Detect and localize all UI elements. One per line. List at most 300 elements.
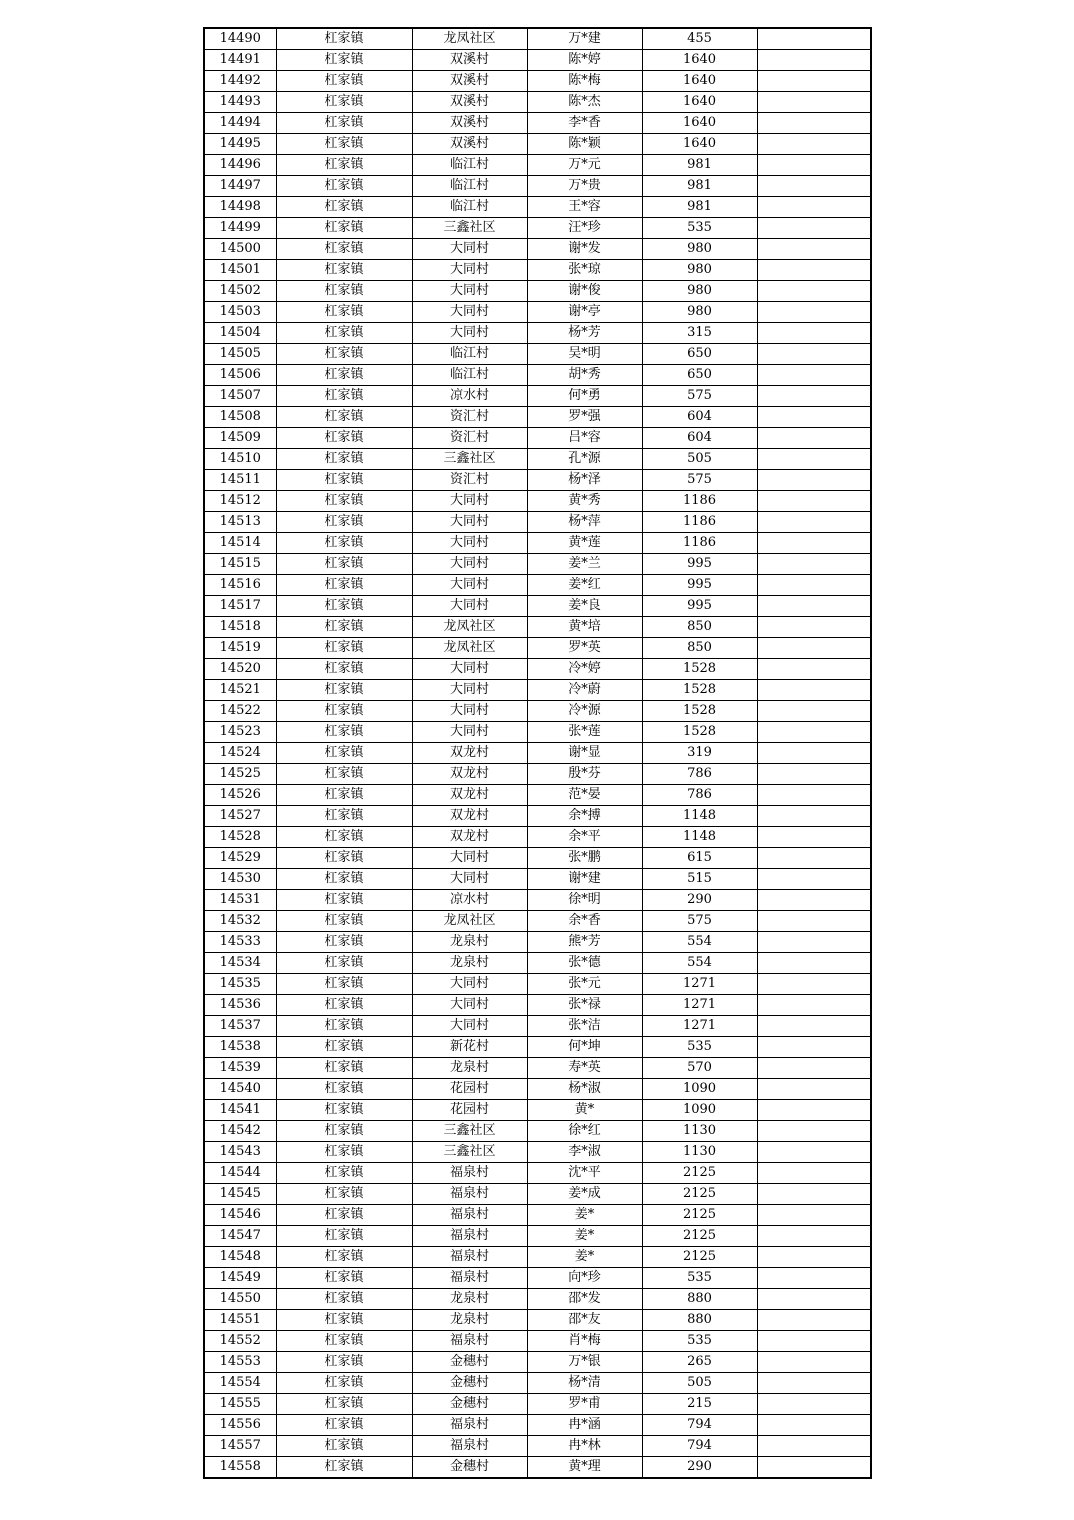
cell-serial-number: 14518: [204, 617, 276, 638]
cell-name: 余*搏: [527, 806, 642, 827]
cell-amount: 1528: [642, 659, 757, 680]
cell-village: 金穗村: [412, 1457, 527, 1479]
table-row: [204, 50, 871, 71]
cell-town: 杠家镇: [276, 848, 412, 869]
cell-serial-number: 14553: [204, 1352, 276, 1373]
cell-town: 杠家镇: [276, 701, 412, 722]
cell-serial-number: 14555: [204, 1394, 276, 1415]
cell-name: 孔*源: [527, 449, 642, 470]
table-row: [204, 1394, 871, 1415]
cell-remark: [757, 1373, 871, 1394]
cell-village: 大同村: [412, 596, 527, 617]
cell-village: 三鑫社区: [412, 218, 527, 239]
cell-serial-number: 14541: [204, 1100, 276, 1121]
cell-village: 龙泉村: [412, 1310, 527, 1331]
cell-name: 余*平: [527, 827, 642, 848]
cell-serial-number: 14534: [204, 953, 276, 974]
cell-town: 杠家镇: [276, 1100, 412, 1121]
cell-serial-number: 14513: [204, 512, 276, 533]
cell-amount: 1186: [642, 533, 757, 554]
cell-town: 杠家镇: [276, 1331, 412, 1352]
data-table: [203, 27, 872, 1479]
cell-amount: 1528: [642, 722, 757, 743]
cell-amount: 981: [642, 176, 757, 197]
cell-town: 杠家镇: [276, 911, 412, 932]
cell-town: 杠家镇: [276, 1142, 412, 1163]
cell-village: 大同村: [412, 995, 527, 1016]
cell-village: 福泉村: [412, 1163, 527, 1184]
cell-village: 金穗村: [412, 1352, 527, 1373]
cell-name: 罗*强: [527, 407, 642, 428]
cell-town: 杠家镇: [276, 995, 412, 1016]
cell-serial-number: 14526: [204, 785, 276, 806]
cell-town: 杠家镇: [276, 239, 412, 260]
cell-amount: 786: [642, 785, 757, 806]
cell-serial-number: 14540: [204, 1079, 276, 1100]
cell-town: 杠家镇: [276, 1415, 412, 1436]
cell-amount: 981: [642, 197, 757, 218]
cell-amount: 1130: [642, 1142, 757, 1163]
cell-name: 冷*婷: [527, 659, 642, 680]
cell-remark: [757, 890, 871, 911]
table-row: [204, 239, 871, 260]
cell-town: 杠家镇: [276, 1226, 412, 1247]
cell-remark: [757, 28, 871, 50]
table-row: [204, 365, 871, 386]
cell-serial-number: 14492: [204, 71, 276, 92]
table-row: [204, 1331, 871, 1352]
cell-serial-number: 14521: [204, 680, 276, 701]
cell-serial-number: 14527: [204, 806, 276, 827]
table-row: [204, 1037, 871, 1058]
cell-village: 双龙村: [412, 743, 527, 764]
table-row: [204, 344, 871, 365]
cell-name: 邵*发: [527, 1289, 642, 1310]
cell-serial-number: 14500: [204, 239, 276, 260]
cell-remark: [757, 1142, 871, 1163]
cell-serial-number: 14528: [204, 827, 276, 848]
table-row: [204, 1373, 871, 1394]
table-row: [204, 638, 871, 659]
cell-village: 大同村: [412, 701, 527, 722]
cell-town: 杠家镇: [276, 974, 412, 995]
cell-amount: 981: [642, 155, 757, 176]
cell-remark: [757, 1289, 871, 1310]
cell-serial-number: 14549: [204, 1268, 276, 1289]
cell-amount: 1130: [642, 1121, 757, 1142]
cell-remark: [757, 953, 871, 974]
cell-name: 万*银: [527, 1352, 642, 1373]
cell-name: 张*莲: [527, 722, 642, 743]
cell-village: 双龙村: [412, 827, 527, 848]
cell-amount: 1528: [642, 701, 757, 722]
table-row: [204, 260, 871, 281]
cell-remark: [757, 176, 871, 197]
cell-serial-number: 14547: [204, 1226, 276, 1247]
cell-remark: [757, 764, 871, 785]
cell-remark: [757, 302, 871, 323]
cell-village: 龙泉村: [412, 932, 527, 953]
cell-remark: [757, 785, 871, 806]
cell-name: 沈*平: [527, 1163, 642, 1184]
table-row: [204, 974, 871, 995]
cell-name: 杨*芳: [527, 323, 642, 344]
cell-amount: 265: [642, 1352, 757, 1373]
table-body: [204, 28, 871, 1478]
table-row: [204, 722, 871, 743]
cell-village: 临江村: [412, 197, 527, 218]
cell-name: 徐*明: [527, 890, 642, 911]
cell-village: 金穗村: [412, 1394, 527, 1415]
table-row: [204, 1184, 871, 1205]
table-row: [204, 806, 871, 827]
cell-amount: 1640: [642, 71, 757, 92]
cell-serial-number: 14517: [204, 596, 276, 617]
cell-serial-number: 14520: [204, 659, 276, 680]
cell-town: 杠家镇: [276, 1373, 412, 1394]
cell-town: 杠家镇: [276, 680, 412, 701]
table-row: [204, 848, 871, 869]
cell-village: 大同村: [412, 869, 527, 890]
cell-remark: [757, 848, 871, 869]
cell-village: 大同村: [412, 722, 527, 743]
table-row: [204, 386, 871, 407]
cell-amount: 1090: [642, 1079, 757, 1100]
cell-name: 黄*秀: [527, 491, 642, 512]
cell-town: 杠家镇: [276, 1247, 412, 1268]
cell-remark: [757, 323, 871, 344]
cell-serial-number: 14511: [204, 470, 276, 491]
cell-amount: 1186: [642, 491, 757, 512]
cell-name: 姜*成: [527, 1184, 642, 1205]
cell-town: 杠家镇: [276, 449, 412, 470]
cell-remark: [757, 806, 871, 827]
cell-remark: [757, 155, 871, 176]
cell-remark: [757, 260, 871, 281]
cell-town: 杠家镇: [276, 134, 412, 155]
cell-town: 杠家镇: [276, 617, 412, 638]
cell-town: 杠家镇: [276, 218, 412, 239]
table-row: [204, 617, 871, 638]
cell-serial-number: 14530: [204, 869, 276, 890]
cell-amount: 290: [642, 890, 757, 911]
cell-remark: [757, 1247, 871, 1268]
cell-amount: 315: [642, 323, 757, 344]
cell-amount: 995: [642, 575, 757, 596]
cell-village: 福泉村: [412, 1268, 527, 1289]
cell-name: 范*晏: [527, 785, 642, 806]
cell-remark: [757, 512, 871, 533]
cell-village: 龙凤社区: [412, 911, 527, 932]
cell-village: 金穗村: [412, 1373, 527, 1394]
cell-remark: [757, 722, 871, 743]
cell-serial-number: 14546: [204, 1205, 276, 1226]
cell-village: 资汇村: [412, 428, 527, 449]
cell-serial-number: 14551: [204, 1310, 276, 1331]
cell-village: 大同村: [412, 533, 527, 554]
cell-remark: [757, 659, 871, 680]
cell-serial-number: 14509: [204, 428, 276, 449]
cell-remark: [757, 1415, 871, 1436]
cell-town: 杠家镇: [276, 1205, 412, 1226]
cell-amount: 505: [642, 449, 757, 470]
cell-name: 邵*友: [527, 1310, 642, 1331]
cell-name: 姜*红: [527, 575, 642, 596]
cell-village: 福泉村: [412, 1415, 527, 1436]
cell-village: 龙泉村: [412, 1058, 527, 1079]
cell-town: 杠家镇: [276, 722, 412, 743]
cell-remark: [757, 911, 871, 932]
cell-village: 福泉村: [412, 1436, 527, 1457]
cell-amount: 1148: [642, 827, 757, 848]
cell-amount: 319: [642, 743, 757, 764]
table-row: [204, 512, 871, 533]
cell-serial-number: 14543: [204, 1142, 276, 1163]
cell-village: 大同村: [412, 659, 527, 680]
cell-name: 向*珍: [527, 1268, 642, 1289]
cell-town: 杠家镇: [276, 1163, 412, 1184]
cell-remark: [757, 1436, 871, 1457]
table-row: [204, 869, 871, 890]
cell-town: 杠家镇: [276, 365, 412, 386]
cell-town: 杠家镇: [276, 92, 412, 113]
cell-village: 大同村: [412, 512, 527, 533]
cell-remark: [757, 1100, 871, 1121]
cell-village: 大同村: [412, 974, 527, 995]
table-row: [204, 890, 871, 911]
cell-serial-number: 14505: [204, 344, 276, 365]
cell-name: 姜*: [527, 1226, 642, 1247]
cell-name: 谢*发: [527, 239, 642, 260]
cell-name: 张*禄: [527, 995, 642, 1016]
table-row: [204, 1142, 871, 1163]
cell-town: 杠家镇: [276, 491, 412, 512]
cell-town: 杠家镇: [276, 890, 412, 911]
cell-town: 杠家镇: [276, 1352, 412, 1373]
cell-name: 陈*梅: [527, 71, 642, 92]
cell-amount: 1271: [642, 1016, 757, 1037]
cell-name: 胡*秀: [527, 365, 642, 386]
cell-remark: [757, 1016, 871, 1037]
cell-village: 三鑫社区: [412, 449, 527, 470]
cell-name: 万*贵: [527, 176, 642, 197]
cell-serial-number: 14533: [204, 932, 276, 953]
cell-serial-number: 14501: [204, 260, 276, 281]
cell-remark: [757, 491, 871, 512]
cell-remark: [757, 575, 871, 596]
cell-remark: [757, 1226, 871, 1247]
cell-remark: [757, 1121, 871, 1142]
cell-name: 杨*清: [527, 1373, 642, 1394]
cell-amount: 880: [642, 1289, 757, 1310]
cell-amount: 2125: [642, 1184, 757, 1205]
cell-name: 何*坤: [527, 1037, 642, 1058]
cell-name: 万*元: [527, 155, 642, 176]
cell-town: 杠家镇: [276, 575, 412, 596]
cell-serial-number: 14510: [204, 449, 276, 470]
cell-serial-number: 14536: [204, 995, 276, 1016]
cell-remark: [757, 596, 871, 617]
table-row: [204, 1079, 871, 1100]
cell-remark: [757, 365, 871, 386]
cell-name: 张*鹏: [527, 848, 642, 869]
cell-serial-number: 14497: [204, 176, 276, 197]
cell-town: 杠家镇: [276, 1310, 412, 1331]
cell-village: 临江村: [412, 176, 527, 197]
cell-village: 资汇村: [412, 407, 527, 428]
table-row: [204, 1352, 871, 1373]
cell-serial-number: 14550: [204, 1289, 276, 1310]
cell-remark: [757, 92, 871, 113]
cell-name: 冷*源: [527, 701, 642, 722]
cell-name: 余*香: [527, 911, 642, 932]
cell-amount: 980: [642, 260, 757, 281]
cell-village: 双龙村: [412, 764, 527, 785]
cell-town: 杠家镇: [276, 155, 412, 176]
cell-town: 杠家镇: [276, 785, 412, 806]
cell-town: 杠家镇: [276, 1457, 412, 1479]
cell-name: 谢*俊: [527, 281, 642, 302]
cell-town: 杠家镇: [276, 323, 412, 344]
cell-serial-number: 14503: [204, 302, 276, 323]
cell-town: 杠家镇: [276, 1121, 412, 1142]
cell-name: 黄*莲: [527, 533, 642, 554]
cell-amount: 794: [642, 1436, 757, 1457]
cell-remark: [757, 407, 871, 428]
table-row: [204, 764, 871, 785]
cell-town: 杠家镇: [276, 1079, 412, 1100]
cell-town: 杠家镇: [276, 407, 412, 428]
cell-serial-number: 14542: [204, 1121, 276, 1142]
cell-town: 杠家镇: [276, 470, 412, 491]
cell-remark: [757, 50, 871, 71]
cell-village: 凉水村: [412, 890, 527, 911]
table-row: [204, 1457, 871, 1479]
cell-name: 李*香: [527, 113, 642, 134]
cell-remark: [757, 533, 871, 554]
cell-name: 吴*明: [527, 344, 642, 365]
cell-town: 杠家镇: [276, 71, 412, 92]
cell-village: 大同村: [412, 1016, 527, 1037]
cell-name: 张*德: [527, 953, 642, 974]
cell-village: 福泉村: [412, 1247, 527, 1268]
cell-amount: 215: [642, 1394, 757, 1415]
table-row: [204, 554, 871, 575]
table-row: [204, 785, 871, 806]
cell-amount: 1640: [642, 134, 757, 155]
cell-name: 姜*: [527, 1205, 642, 1226]
cell-village: 双龙村: [412, 806, 527, 827]
cell-amount: 1528: [642, 680, 757, 701]
cell-village: 凉水村: [412, 386, 527, 407]
cell-name: 汪*珍: [527, 218, 642, 239]
table-row: [204, 533, 871, 554]
cell-village: 福泉村: [412, 1331, 527, 1352]
cell-name: 姜*兰: [527, 554, 642, 575]
cell-remark: [757, 1079, 871, 1100]
table-row: [204, 995, 871, 1016]
cell-amount: 604: [642, 428, 757, 449]
cell-amount: 995: [642, 596, 757, 617]
cell-serial-number: 14498: [204, 197, 276, 218]
cell-amount: 1148: [642, 806, 757, 827]
cell-village: 福泉村: [412, 1205, 527, 1226]
cell-name: 姜*良: [527, 596, 642, 617]
cell-town: 杠家镇: [276, 1268, 412, 1289]
cell-amount: 995: [642, 554, 757, 575]
cell-amount: 515: [642, 869, 757, 890]
cell-name: 张*洁: [527, 1016, 642, 1037]
cell-town: 杠家镇: [276, 1037, 412, 1058]
cell-amount: 2125: [642, 1247, 757, 1268]
cell-serial-number: 14502: [204, 281, 276, 302]
cell-serial-number: 14557: [204, 1436, 276, 1457]
cell-name: 黄*理: [527, 1457, 642, 1479]
table-row: [204, 449, 871, 470]
cell-serial-number: 14516: [204, 575, 276, 596]
cell-serial-number: 14508: [204, 407, 276, 428]
table-row: [204, 1226, 871, 1247]
table-row: [204, 1289, 871, 1310]
table-row: [204, 1121, 871, 1142]
cell-name: 黄*: [527, 1100, 642, 1121]
cell-serial-number: 14529: [204, 848, 276, 869]
cell-village: 大同村: [412, 239, 527, 260]
cell-village: 新花村: [412, 1037, 527, 1058]
cell-amount: 850: [642, 638, 757, 659]
cell-town: 杠家镇: [276, 428, 412, 449]
cell-amount: 290: [642, 1457, 757, 1479]
table-row: [204, 302, 871, 323]
cell-village: 大同村: [412, 491, 527, 512]
cell-remark: [757, 449, 871, 470]
table-row: [204, 491, 871, 512]
cell-name: 冉*林: [527, 1436, 642, 1457]
cell-village: 临江村: [412, 155, 527, 176]
cell-amount: 535: [642, 1268, 757, 1289]
cell-village: 双溪村: [412, 71, 527, 92]
cell-amount: 1271: [642, 974, 757, 995]
cell-name: 黄*培: [527, 617, 642, 638]
cell-remark: [757, 239, 871, 260]
cell-town: 杠家镇: [276, 176, 412, 197]
cell-village: 大同村: [412, 680, 527, 701]
cell-town: 杠家镇: [276, 344, 412, 365]
cell-amount: 2125: [642, 1163, 757, 1184]
cell-amount: 575: [642, 470, 757, 491]
cell-name: 谢*亭: [527, 302, 642, 323]
table-row: [204, 911, 871, 932]
table-row: [204, 743, 871, 764]
cell-remark: [757, 281, 871, 302]
cell-village: 大同村: [412, 554, 527, 575]
cell-serial-number: 14506: [204, 365, 276, 386]
cell-serial-number: 14552: [204, 1331, 276, 1352]
cell-village: 临江村: [412, 344, 527, 365]
cell-amount: 980: [642, 302, 757, 323]
cell-amount: 980: [642, 239, 757, 260]
cell-village: 双溪村: [412, 92, 527, 113]
cell-serial-number: 14495: [204, 134, 276, 155]
cell-town: 杠家镇: [276, 281, 412, 302]
table-row: [204, 1310, 871, 1331]
table-row: [204, 932, 871, 953]
cell-remark: [757, 1310, 871, 1331]
cell-amount: 1186: [642, 512, 757, 533]
cell-serial-number: 14556: [204, 1415, 276, 1436]
cell-amount: 554: [642, 953, 757, 974]
table-row: [204, 1100, 871, 1121]
